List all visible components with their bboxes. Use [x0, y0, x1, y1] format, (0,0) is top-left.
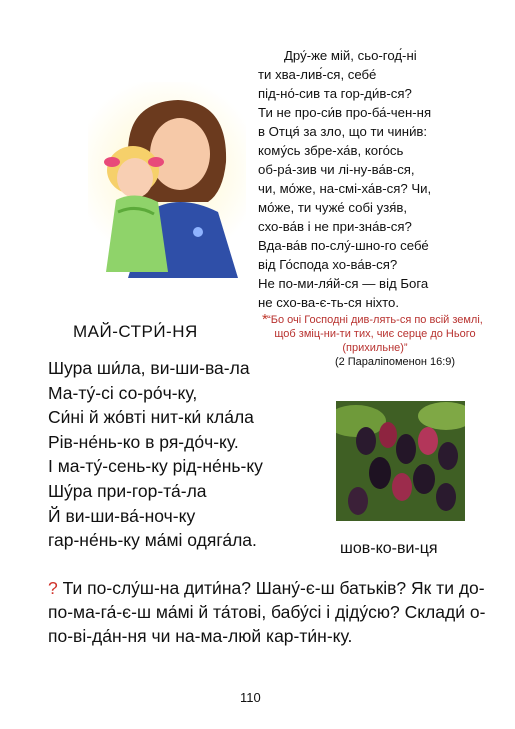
- mulberry-photo: [336, 401, 465, 521]
- prayer-line: чи, мо́же, на-смі-ха́в-ся? Чи,: [258, 181, 432, 196]
- prayer-line: Не по-ми-ля́й-ся — від Бога: [258, 276, 429, 291]
- asterisk-icon: *: [262, 311, 268, 328]
- prayer-line: Дру́-же мій, сьо-год́-ні: [284, 48, 417, 63]
- prayer-line: мо́же, ти чуже́ собі узя́в,: [258, 200, 408, 215]
- footnote-quote: “Бо очі Господні див-лять-ся по всій землі, щоб зміц-ни-ти тих, чиє серце до Нього (прихильне)”: [267, 314, 483, 354]
- poem-line: Си́ні й жо́вті нит-ки́ кла́ла: [48, 407, 254, 428]
- poem-line: Шура ши́ла, ви-ши-ва-ла: [48, 358, 250, 378]
- poem-line: Рів-не́нь-ко в ря-до́ч-ку.: [48, 431, 239, 452]
- poem-line: Ма-ту́-сі со-ро́ч-ку,: [48, 382, 198, 403]
- footnote-reference: (2 Параліпоменон 16:9): [334, 356, 456, 368]
- prayer-line: в Отця́ за зло, що ти чини́в:: [258, 124, 428, 139]
- poem-line: І ма-ту́-сень-ку рід-не́нь-ку: [48, 456, 263, 477]
- prayer-line: кому́сь збре-ха́в, кого́сь: [258, 143, 404, 158]
- poem-line: гар-не́нь-ку ма́мі одяга́ла.: [48, 530, 257, 551]
- page-number: 110: [240, 690, 261, 705]
- poem-line: Й ви-ши-ва́-ноч-ку: [48, 505, 196, 526]
- prayer-line: схо-ва́в і не при-зна́в-ся?: [258, 219, 412, 234]
- prayer-line: Вда-ва́в по-слу́-шно-го себе́: [258, 238, 429, 253]
- mother-daughter-illustration: [88, 82, 246, 278]
- prayer-line: від Го́спода хо-ва́в-ся?: [258, 257, 398, 272]
- poem-line: Шу́ра при-гор-та́-ла: [48, 480, 207, 501]
- question-block: [48, 576, 488, 648]
- prayer-text: [258, 46, 476, 312]
- prayer-line: об-ра́-зив чи лі-ну-ва́в-ся,: [258, 162, 415, 177]
- mulberry-caption: шов-ко-ви-ця: [340, 540, 438, 557]
- question-text: Ти по-слу́ш-на дити́на? Шану́-є-ш батьків? Як ти до-по-ма-га́-є-ш ма́мі й та́тові, бабу́сі і діду́сю? Склади́ о-по-ві-да́н-ня чи на-ма-люй кар-ти́н-ку.: [48, 578, 486, 646]
- prayer-line: не схо-ва-є-ть-ся ніхто.: [258, 295, 399, 310]
- poem-title: МАЙ-СТРИ́-НЯ: [73, 322, 198, 341]
- prayer-line: ти хва-лив́-ся, себе́: [258, 67, 377, 82]
- prayer-line: під-но́-сив та гор-ди́в-ся?: [258, 86, 412, 101]
- question-mark-icon: ?: [48, 578, 58, 598]
- poem: [48, 356, 348, 553]
- prayer-line: Ти не про-си́в про-ба́-чен-ня: [258, 105, 432, 120]
